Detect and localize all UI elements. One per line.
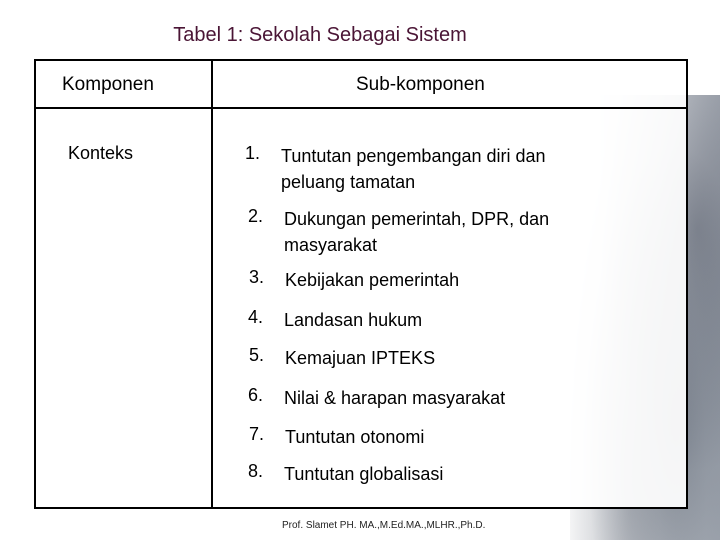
item-text: Tuntutan pengembangan diri dan peluang tamatan (281, 146, 546, 192)
footer-credit: Prof. Slamet PH. MA.,M.Ed.MA.,MLHR.,Ph.D. (282, 520, 486, 531)
item-text: Tuntutan otonomi (285, 427, 425, 447)
list-item (248, 461, 443, 487)
column-divider (211, 61, 213, 507)
header-komponen: Komponen (62, 74, 154, 95)
item-number: 3. (249, 267, 265, 287)
list-item (248, 307, 422, 333)
row-label-konteks: Konteks (68, 143, 134, 163)
item-number: 2. (248, 206, 264, 226)
table-title: Tabel 1: Sekolah Sebagai Sistem (173, 24, 467, 46)
item-number: 4. (248, 307, 264, 327)
item-text: Kebijakan pemerintah (285, 270, 460, 290)
table (34, 59, 688, 509)
item-text: Dukungan pemerintah, DPR, dan masyarakat (284, 209, 550, 255)
item-number: 5. (249, 345, 265, 365)
item-text: Landasan hukum (284, 310, 423, 330)
item-text: Nilai & harapan masyarakat (284, 388, 506, 408)
header-sub-komponen: Sub-komponen (356, 74, 485, 95)
list-item (249, 345, 435, 371)
header-divider (36, 107, 686, 109)
list-item (248, 206, 549, 258)
item-number: 6. (248, 385, 264, 405)
item-text: Kemajuan IPTEKS (285, 348, 436, 368)
item-text: Tuntutan globalisasi (284, 464, 444, 484)
item-number: 7. (249, 424, 265, 444)
list-item (249, 424, 424, 450)
item-number: 1. (245, 143, 261, 163)
list-item (245, 143, 546, 195)
list-item (249, 267, 459, 293)
list-item (248, 385, 505, 411)
item-number: 8. (248, 461, 264, 481)
